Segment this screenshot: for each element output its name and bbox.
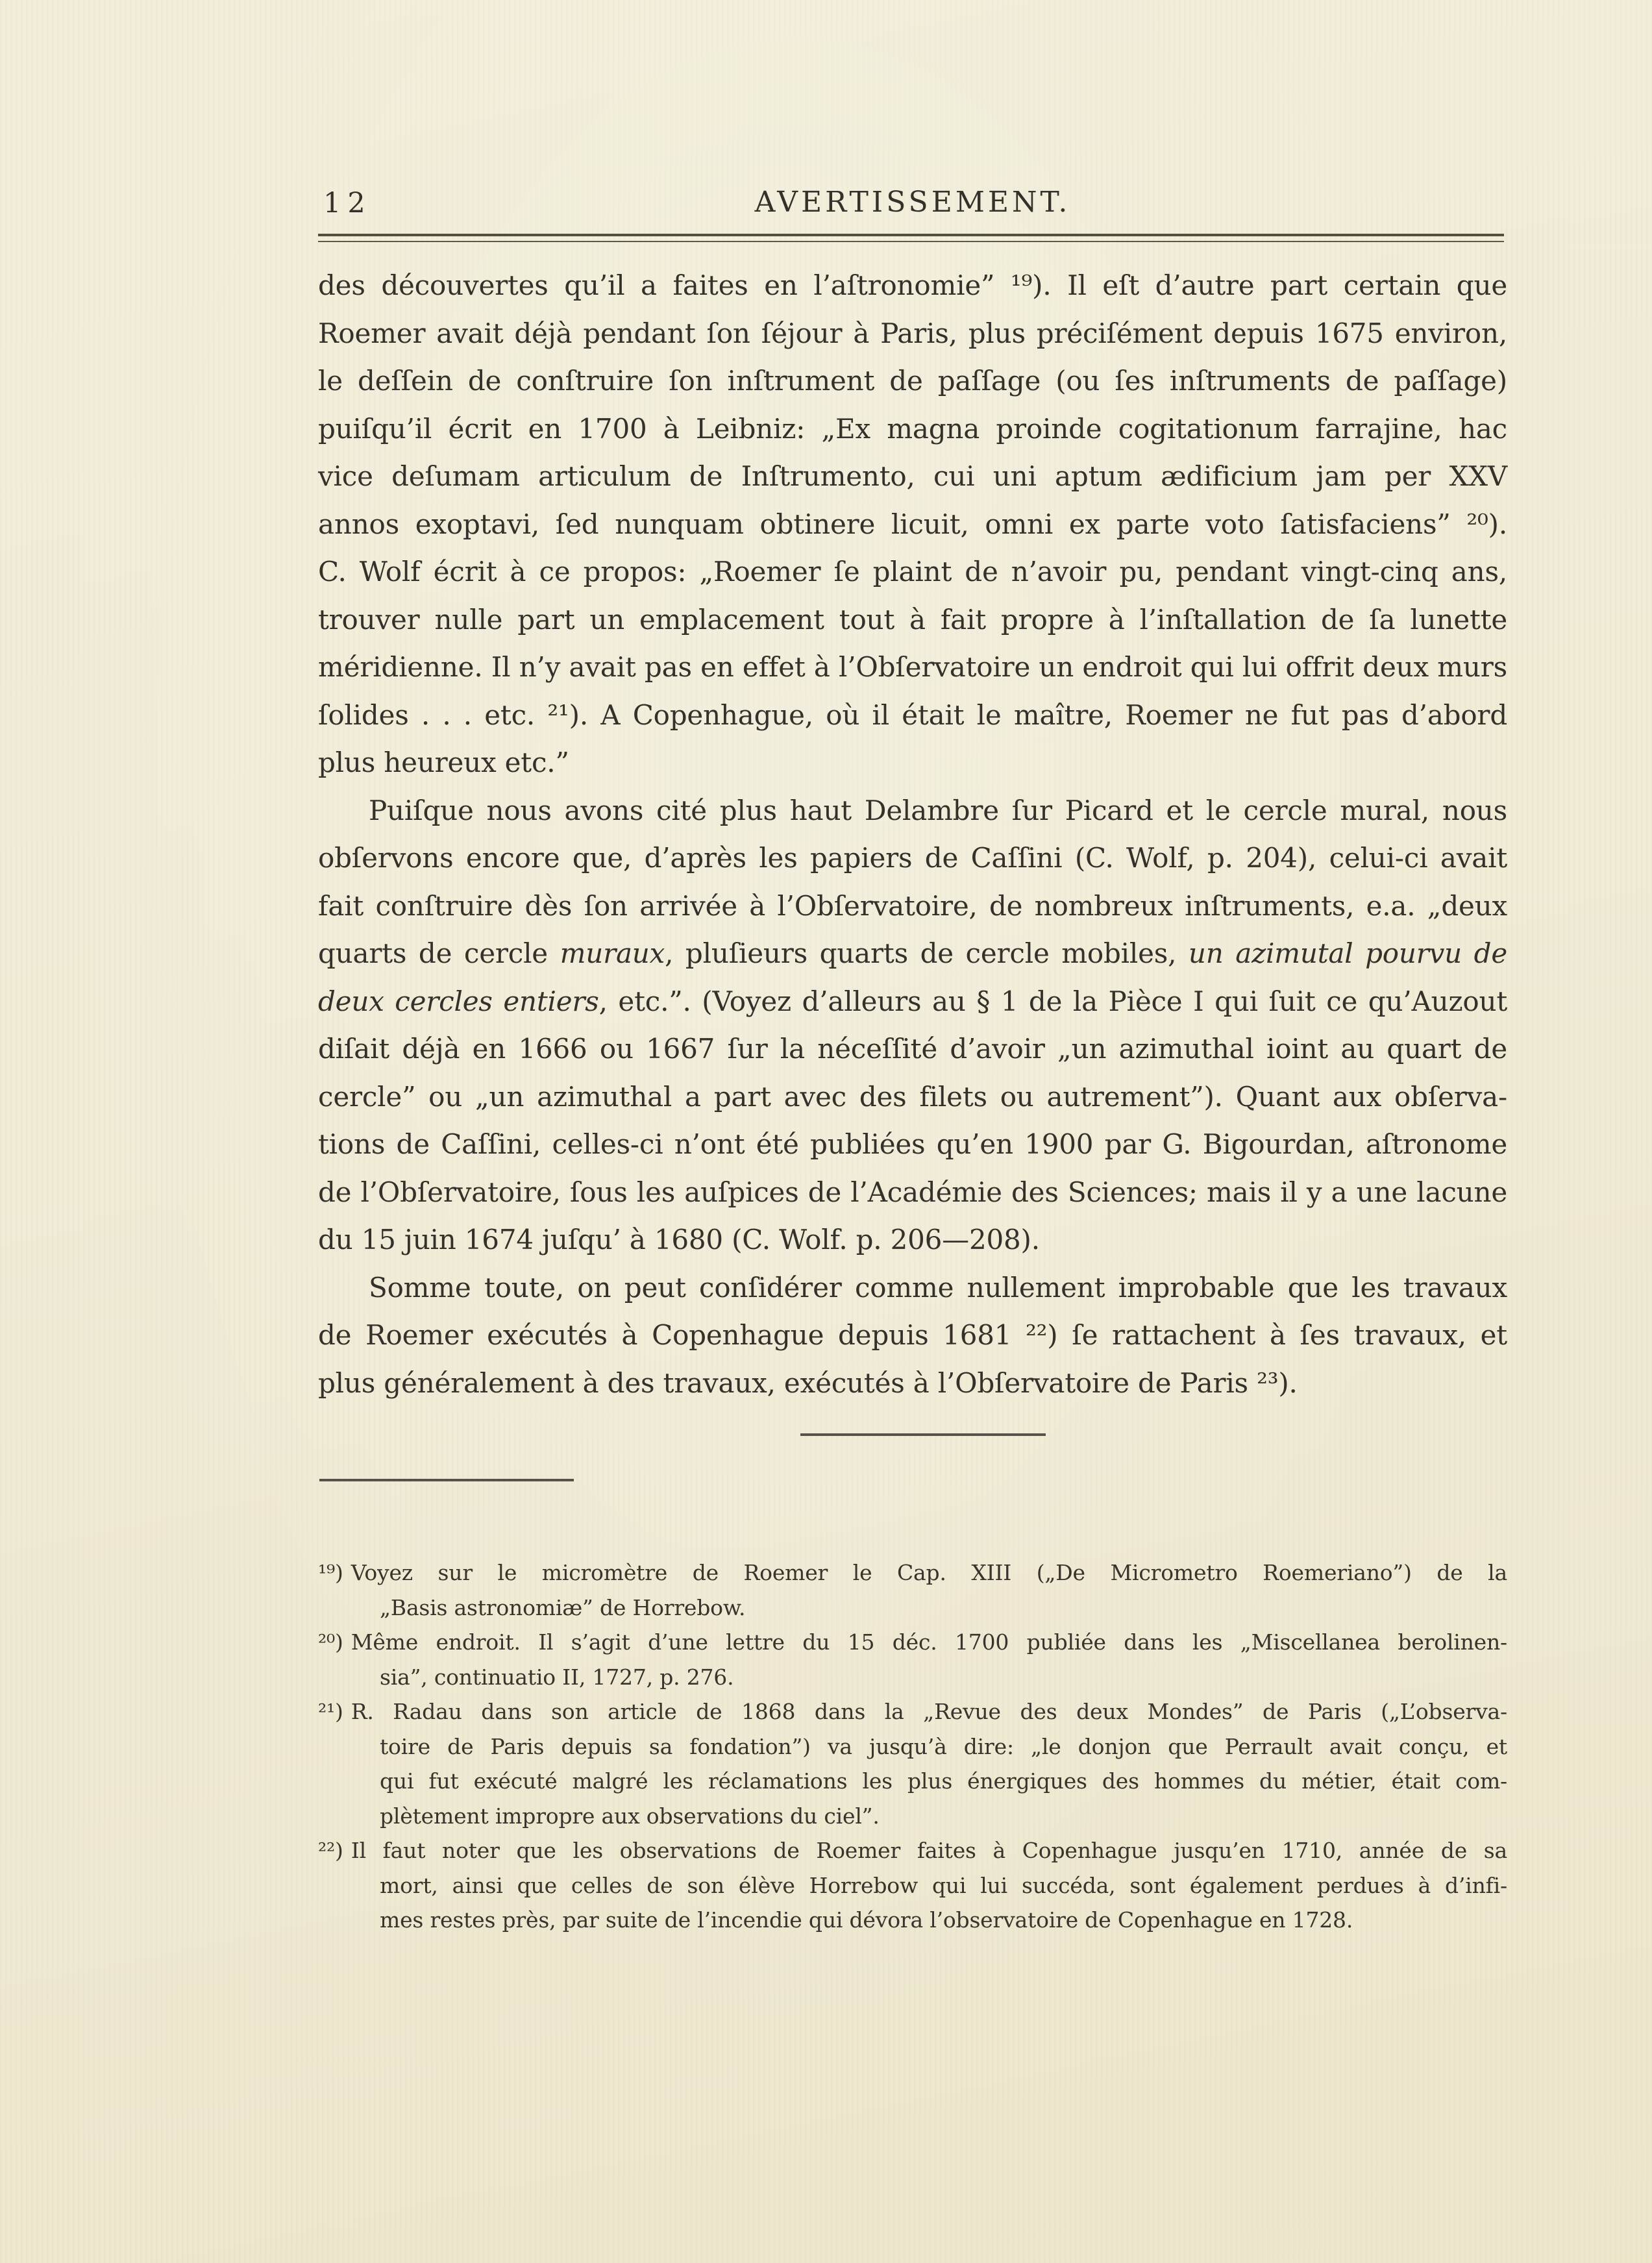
body-line: tions de Caſſini, celles-ci n’ont été publiées qu’en 1900 par G. Bigourdan, aſtronome xyxy=(318,1128,1507,1160)
footnote-text: Il faut noter que les observations de Roemer faites à Copenhague jusqu’en 1710, année de sa xyxy=(351,1838,1507,1863)
italic-phrase: muraux xyxy=(560,937,665,969)
footnote-marker: ²⁰) xyxy=(318,1629,343,1655)
body-line-segment: , pluſieurs quarts de cercle mobiles, xyxy=(665,937,1189,969)
header-rule xyxy=(318,234,1504,242)
footnote-line xyxy=(318,1833,1507,1868)
page-header-title: AVERTISSEMENT. xyxy=(754,186,1071,219)
footnote-line: qui fut exécuté malgré les réclamations les plus énergiques des hommes du métier, était com- xyxy=(380,1768,1507,1794)
footnote xyxy=(318,1555,1507,1625)
body-line: puiſqu’il écrit en 1700 à Leibniz: „Ex magna proinde cogitationum farrajine, hac xyxy=(318,412,1507,445)
body-line: Puiſque nous avons cité plus haut Delambre ſur Picard et le cercle mural, nous xyxy=(369,794,1507,826)
footnote-text: R. Radau dans son article de 1868 dans la „Revue des deux Mondes” de Paris („L’observa- xyxy=(351,1699,1507,1724)
footnote xyxy=(318,1694,1507,1833)
footnote-line xyxy=(318,1625,1507,1660)
italic-phrase: deux cercles entiers xyxy=(318,985,599,1017)
footnote xyxy=(318,1625,1507,1694)
footnote xyxy=(318,1833,1507,1938)
body-line: vice deſumam articulum de Inſtrumento, cui uni aptum ædificium jam per XXV xyxy=(318,460,1507,492)
body-line xyxy=(318,930,1507,978)
body-line: méridienne. Il n’y avait pas en effet à l’Obſervatoire un endroit qui lui offrit deux murs xyxy=(318,651,1507,683)
footnote-line: „Basis astronomiæ” de Horrebow. xyxy=(380,1594,746,1620)
body-line-segment: , etc.”. (Voyez d’alleurs au § 1 de la Pièce I qui ſuit ce qu’Auzout xyxy=(598,985,1508,1017)
footnote-line: sia”, continuatio II, 1727, p. 276. xyxy=(380,1664,734,1690)
footnote-marker: ¹⁹) xyxy=(318,1560,343,1585)
body-line: C. Wolf écrit à ce propos: „Roemer ſe plaint de n’avoir pu, pendant vingt-cinq ans, xyxy=(318,556,1507,587)
footnote-line xyxy=(318,1555,1507,1590)
body-line: fait conſtruire dès ſon arrivée à l’Obſervatoire, de nombreux inſtruments, e.a. „deux xyxy=(318,889,1507,922)
footnote-text: Voyez sur le micromètre de Roemer le Cap. XIII („De Micrometro Roemeriano”) de la xyxy=(351,1560,1507,1585)
body-line: Somme toute, on peut conſidérer comme nullement improbable que les travaux xyxy=(369,1271,1507,1304)
footnote-line: plètement impropre aux observations du ciel”. xyxy=(380,1803,880,1829)
body-line: annos exoptavi, ſed nunquam obtinere licuit, omni ex parte voto ſatisfaciens” ²⁰). xyxy=(318,508,1507,540)
body-line: le deſſein de conſtruire ſon inſtrument de paſſage (ou ſes inſtruments de paſſage) xyxy=(318,365,1507,397)
footnote-marker: ²¹) xyxy=(318,1699,343,1724)
body-line: de l’Obſervatoire, ſous les auſpices de l’Académie des Sciences; mais il y a une lacune xyxy=(318,1176,1507,1208)
body-line xyxy=(318,978,1507,1026)
footnote-line xyxy=(318,1694,1507,1729)
footnote-text: Même endroit. Il s’agit d’une lettre du 15 déc. 1700 publiée dans les „Miscellanea berolinen- xyxy=(351,1629,1507,1655)
footnote-line: toire de Paris depuis sa fondation”) va jusqu’à dire: „le donjon que Perrault avait conçu, et xyxy=(380,1733,1507,1759)
body-line: plus généralement à des travaux, exécutés à l’Obſervatoire de Paris ²³). xyxy=(318,1366,1298,1399)
italic-phrase: un azimutal pourvu de xyxy=(1188,937,1507,969)
footnote-line: mes restes près, par suite de l’incendie qui dévora l’observatoire de Copenhague en 1728. xyxy=(380,1907,1353,1933)
page-number: 12 xyxy=(323,187,372,219)
body-text xyxy=(318,262,1507,1407)
body-line: ſolides . . . etc. ²¹). A Copenhague, où il était le maître, Roemer ne fut pas d’abord xyxy=(318,699,1507,731)
body-line: de Roemer exécutés à Copenhague depuis 1681 ²²) ſe rattachent à ſes travaux, et xyxy=(318,1319,1507,1351)
body-line: cercle” ou „un azimuthal a part avec des filets ou autrement”). Quant aux obſerva- xyxy=(318,1080,1507,1113)
body-line: Roemer avait déjà pendant ſon ſéjour à Paris, plus préciſément depuis 1675 environ, xyxy=(318,317,1507,349)
body-line: obſervons encore que, d’après les papiers de Caſſini (C. Wolf, p. 204), celui-ci avait xyxy=(318,842,1507,874)
footnotes xyxy=(318,1555,1507,1938)
body-line: diſait déjà en 1666 ou 1667 ſur la néceſſité d’avoir „un azimuthal ioint au quart de xyxy=(318,1033,1507,1065)
section-divider-rule xyxy=(800,1433,1046,1436)
footnote-marker: ²²) xyxy=(318,1838,343,1863)
body-line-segment: quarts de cercle xyxy=(318,937,560,969)
footnote-line: mort, ainsi que celles de son élève Horrebow qui lui succéda, sont également perdues à d’infi- xyxy=(380,1872,1507,1898)
body-line: du 15 juin 1674 juſqu’ à 1680 (C. Wolf. p. 206—208). xyxy=(318,1224,1040,1255)
body-line: trouver nulle part un emplacement tout à fait propre à l’inſtallation de ſa lunette xyxy=(318,603,1507,636)
body-line: plus heureux etc.” xyxy=(318,747,569,778)
body-line: des découvertes qu’il a faites en l’aſtronomie” ¹⁹). Il eſt d’autre part certain que xyxy=(318,269,1507,301)
footnote-separator-rule xyxy=(319,1479,574,1481)
